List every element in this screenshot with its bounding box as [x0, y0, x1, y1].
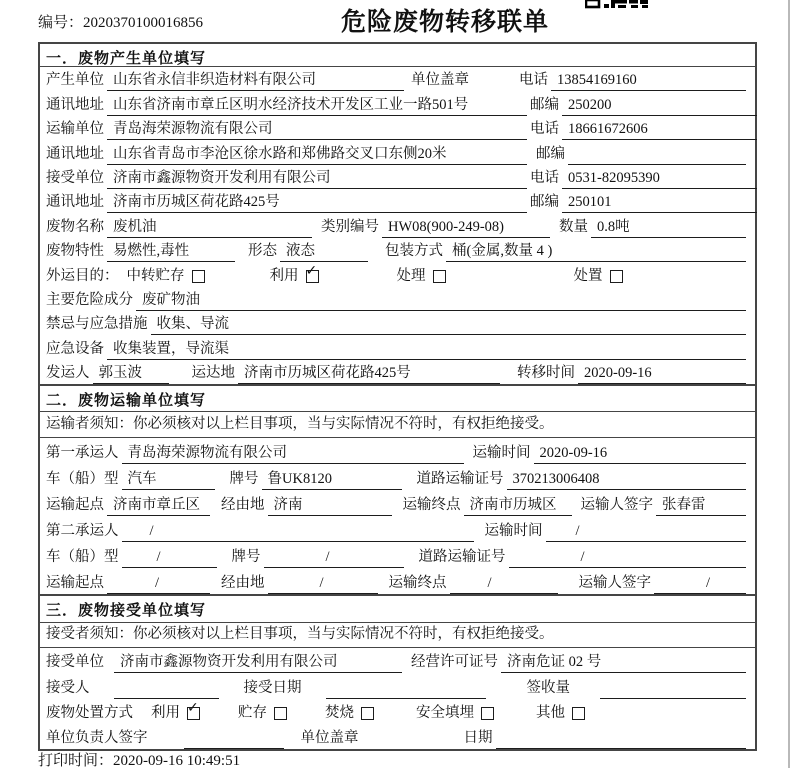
disposal-incinerate	[325, 701, 374, 724]
disposal-landfill-label: 安全填埋	[416, 704, 474, 721]
form-row	[40, 673, 755, 698]
form-row	[40, 648, 755, 673]
check-mark-icon: ✓	[187, 699, 199, 716]
producer-postcode-label: 邮编	[530, 96, 559, 113]
origin1-label: 运输起点	[46, 497, 104, 514]
receive-date-label: 接受日期	[243, 679, 302, 696]
via1-label: 经由地	[221, 497, 265, 514]
disposal-storage	[238, 701, 287, 724]
producer-postcode-value: 250200	[562, 97, 757, 116]
packing-method-value: 桶(金属,数量 4 )	[446, 239, 746, 262]
form-row	[40, 438, 755, 464]
producer-address-value: 山东省济南市章丘区明水经济技术开发区工业一路501号	[107, 93, 527, 116]
utilize	[270, 264, 319, 287]
shipper-value: 郭玉波	[93, 361, 169, 384]
waste-characteristics-label: 废物特性	[46, 243, 104, 260]
dispose-label: 处置	[573, 267, 603, 284]
disposal-other	[536, 701, 585, 724]
transport-postcode-label: 邮编	[536, 145, 565, 162]
first-carrier-label: 第一承运人	[46, 445, 119, 462]
carrier-sign1-value: 张春雷	[656, 493, 746, 516]
date-value	[496, 747, 747, 749]
treat-label: 处理	[396, 267, 426, 284]
transporter-notice: 运输者须知：你必须核对以上栏目事项，当与实际情况不符时，有权拒绝接受。	[46, 416, 554, 433]
first-carrier-value: 青岛海荣源物流有限公司	[122, 441, 464, 464]
destination-value: 济南市历城区荷花路425号	[238, 361, 500, 384]
plate-no2-value: /	[264, 549, 404, 568]
check-mark-icon: ✓	[305, 262, 318, 279]
vehicle-type1-label: 车（船）型	[46, 471, 119, 488]
unit-seal2-label: 单位盖章	[300, 730, 359, 747]
page-title: 危险废物转移联单	[340, 9, 549, 36]
transfer-date-value: 2020-09-16	[578, 365, 746, 384]
form-row	[40, 311, 755, 335]
producer-phone-label: 电话	[519, 72, 548, 89]
form-row	[40, 67, 755, 91]
print-time	[38, 749, 240, 768]
terminus2-label: 运输终点	[388, 575, 447, 592]
transit-storage-checkbox	[192, 270, 205, 283]
form-row	[40, 623, 755, 648]
form-row	[40, 262, 755, 286]
receiver-phone-value: 0531-82095390	[562, 170, 757, 189]
transport-date2-value: /	[546, 523, 747, 542]
page-edge-line	[788, 0, 790, 768]
via2-value: /	[268, 575, 378, 594]
received-quantity-label: 签收量	[526, 679, 570, 696]
transfer-date-label: 转移时间	[517, 365, 575, 382]
disposal-utilize	[151, 701, 200, 724]
vehicle-type2-label: 车（船）型	[46, 549, 119, 566]
form-row	[40, 490, 755, 516]
disposal-storage-label: 贮存	[238, 704, 267, 721]
section-s2	[40, 384, 755, 594]
transit-storage	[127, 264, 205, 287]
producer-unit-value: 山东省永信非织造材料有限公司	[107, 68, 404, 91]
destination-label: 运达地	[191, 365, 235, 382]
license-no-value: 济南危证 02 号	[501, 650, 746, 673]
road-permit2-value: /	[509, 549, 747, 568]
form-row	[40, 412, 755, 438]
form-row	[40, 140, 755, 164]
transport-unit-value: 青岛海荣源物流有限公司	[107, 117, 527, 140]
section-title-s3: 三．废物接受单位填写	[40, 596, 755, 623]
packing-method-label: 包装方式	[385, 243, 443, 260]
disposal-landfill-checkbox	[481, 707, 494, 720]
disposal-incinerate-label: 焚烧	[325, 704, 354, 721]
disposal-landfill	[416, 701, 494, 724]
utilize-checkbox	[305, 262, 319, 283]
emergency-equipment-label: 应急设备	[46, 340, 104, 357]
disposal-utilize-label: 利用	[151, 704, 180, 721]
terminus1-value: 济南市历城区	[464, 493, 572, 516]
dispose	[574, 264, 623, 287]
transport-date1-value: 2020-09-16	[534, 445, 747, 464]
form-row	[40, 724, 755, 749]
form-row	[40, 699, 755, 724]
form-row	[40, 464, 755, 490]
disposal-method-label: 废物处置方式	[46, 704, 133, 721]
terminus1-label: 运输终点	[402, 497, 461, 514]
disposal-storage-checkbox	[274, 707, 287, 720]
via2-label: 经由地	[221, 575, 265, 592]
waste-name-value: 废机油	[107, 215, 312, 238]
transport-unit-label: 运输单位	[46, 121, 104, 138]
form-row	[40, 360, 755, 384]
quantity-value: 0.8吨	[591, 215, 746, 238]
producer-phone-value: 13854169160	[551, 72, 746, 91]
transport-date2-label: 运输时间	[484, 523, 543, 540]
second-carrier-value: /	[122, 523, 474, 542]
utilize-label: 利用	[269, 267, 299, 284]
origin2-label: 运输起点	[46, 575, 104, 592]
emergency-equipment-value: 收集装置，导流渠	[107, 337, 746, 360]
doc-number-value: 2020370100016856	[83, 15, 204, 31]
taboo-emergency-measures-label: 禁忌与应急措施	[46, 316, 148, 333]
form-row	[40, 287, 755, 311]
form-row	[40, 213, 755, 237]
receiver-unit-label: 接受单位	[46, 169, 104, 186]
road-permit1-value: 370213006408	[507, 471, 747, 490]
form-row	[40, 165, 755, 189]
receive-unit-value: 济南市鑫源物资开发利用有限公司	[114, 650, 402, 673]
transport-phone-label: 电话	[530, 121, 559, 138]
license-no-label: 经营许可证号	[411, 654, 498, 671]
receive-unit-label: 接受单位	[46, 654, 104, 671]
receiver-address-value: 济南市历城区荷花路425号	[107, 190, 527, 213]
shipper-label: 发运人	[46, 365, 90, 382]
manifest-form	[38, 42, 757, 751]
producer-unit-label: 产生单位	[46, 72, 104, 89]
receiver-person-label: 接受人	[46, 679, 90, 696]
receiver-notice: 接受者须知：你必须核对以上栏目事项，当与实际情况不符时，有权拒绝接受。	[46, 626, 554, 643]
form-row	[40, 516, 755, 542]
form-row	[40, 91, 755, 115]
disposal-incinerate-checkbox	[361, 707, 374, 720]
road-permit1-label: 道路运输证号	[416, 471, 504, 488]
disposal-other-label: 其他	[536, 704, 565, 721]
qr-code-fragment-icon	[585, 0, 649, 9]
form-row	[40, 335, 755, 359]
doc-number-label: 编号：	[38, 15, 84, 31]
waste-form-value: 液态	[280, 239, 368, 262]
transport-phone-value: 18661672606	[562, 121, 757, 140]
form-row	[40, 568, 755, 594]
section-s3	[40, 594, 755, 749]
transit-storage-label: 中转贮存	[126, 267, 185, 284]
print-time-value: 2020-09-16 10:49:51	[113, 753, 241, 768]
carrier-sign2-label: 运输人签字	[578, 575, 651, 592]
form-row	[40, 542, 755, 568]
plate-no2-label: 牌号	[231, 549, 261, 566]
transport-address-value: 山东省青岛市李沧区徐水路和郑佛路交叉口东侧20米	[107, 142, 527, 165]
transport-date1-label: 运输时间	[472, 445, 531, 462]
section-title-s2: 二．废物运输单位填写	[40, 386, 755, 412]
main-hazard-component-label: 主要危险成分	[46, 291, 133, 308]
road-permit2-label: 道路运输证号	[418, 549, 506, 566]
form-row	[40, 238, 755, 262]
unit-seal-label: 单位盖章	[411, 72, 469, 89]
origin1-value: 济南市章丘区	[107, 493, 210, 516]
disposal-utilize-checkbox	[187, 699, 200, 720]
treat-checkbox	[433, 270, 446, 283]
form-row	[40, 189, 755, 213]
second-carrier-label: 第二承运人	[46, 523, 119, 540]
print-time-label: 打印时间：	[38, 753, 114, 768]
carrier-sign2-value: /	[654, 575, 746, 594]
receiver-address-label: 通讯地址	[46, 194, 104, 211]
form-row	[40, 116, 755, 140]
receiver-postcode-label: 邮编	[530, 194, 559, 211]
waste-name-label: 废物名称	[46, 218, 104, 235]
producer-address-label: 通讯地址	[46, 96, 104, 113]
terminus2-value: /	[450, 575, 558, 594]
receiver-postcode-value: 250101	[562, 194, 757, 213]
origin2-value: /	[107, 575, 210, 594]
main-hazard-component-value: 废矿物油	[136, 288, 746, 311]
dispose-checkbox	[610, 270, 623, 283]
receiver-phone-label: 电话	[530, 169, 559, 186]
treat	[397, 264, 446, 287]
carrier-sign1-label: 运输人签字	[580, 497, 653, 514]
waste-form-label: 形态	[248, 243, 277, 260]
responsible-sign-label: 单位负责人签字	[46, 730, 148, 747]
disposal-other-checkbox	[572, 707, 585, 720]
category-code-value: HW08(900-249-08)	[382, 219, 550, 238]
receiver-unit-value: 济南市鑫源物资开发利用有限公司	[107, 166, 527, 189]
date-label: 日期	[463, 730, 493, 747]
waste-characteristics-value: 易燃性,毒性	[107, 239, 235, 262]
section-s1	[40, 44, 755, 384]
via1-value: 济南	[268, 493, 392, 516]
outbound-purpose-label: 外运目的：	[46, 267, 119, 284]
taboo-emergency-measures-value: 收集、导流	[151, 312, 747, 335]
section-title-s1: 一．废物产生单位填写	[40, 44, 755, 67]
vehicle-type2-value: /	[122, 549, 217, 568]
plate-no1-label: 牌号	[229, 471, 259, 488]
transport-address-label: 通讯地址	[46, 145, 104, 162]
vehicle-type1-value: 汽车	[122, 467, 215, 490]
plate-no1-value: 鲁UK8120	[262, 467, 402, 490]
category-code-label: 类别编号	[321, 218, 379, 235]
quantity-label: 数量	[559, 218, 588, 235]
